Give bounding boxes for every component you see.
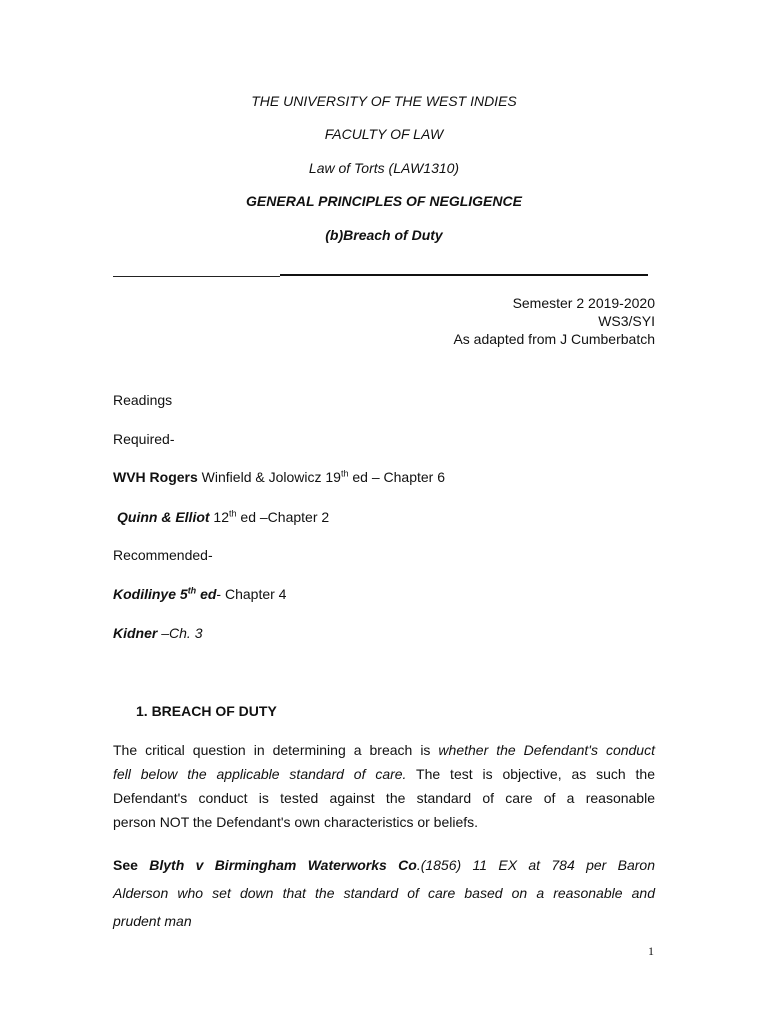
see-word: See (113, 857, 150, 873)
reading-sup: th (187, 585, 197, 596)
para-line: Alderson who set down that the standard of care based on a reasonable and (113, 885, 655, 901)
paragraph-blyth-case (113, 851, 655, 935)
university-title: THE UNIVERSITY OF THE WEST INDIES (251, 93, 517, 109)
case-citation: .(1856) 11 EX at 784 per Baron (416, 857, 655, 873)
para-text: The test is objective, as such the (406, 766, 655, 782)
reading-author: WVH Rogers (113, 469, 198, 485)
para-line: prudent man (113, 913, 192, 929)
faculty-title: FACULTY OF LAW (324, 126, 444, 142)
meta-block (453, 294, 655, 348)
code-text: WS3/SYI (598, 313, 655, 329)
required-label: Required- (113, 431, 175, 447)
paragraph-breach-test (113, 738, 655, 834)
divider-thin (113, 276, 280, 277)
adapted-text: As adapted from J Cumberbatch (453, 331, 655, 347)
required-reading-2 (117, 509, 329, 525)
divider-thick (280, 274, 648, 276)
reading-author: Kodilinye 5 (113, 586, 188, 602)
para-line (113, 762, 655, 786)
subtopic-title: (b)Breach of Duty (325, 227, 443, 243)
semester-text: Semester 2 2019-2020 (512, 295, 655, 311)
reading-author: Quinn & Elliot (117, 509, 210, 525)
reading-text: 12 (209, 509, 230, 525)
case-name: Blyth v Birmingham Waterworks Co (149, 857, 417, 873)
para-emphasis: fell below the applicable standard of care. (113, 766, 407, 782)
reading-text: Winfield & Jolowicz 19 (197, 469, 341, 485)
para-line (113, 851, 655, 879)
para-line: person NOT the Defendant's own characteristics or beliefs. (113, 814, 479, 830)
recommended-reading-1 (113, 586, 286, 602)
required-reading-1 (113, 469, 445, 485)
para-text: The critical question in determining a breach is (113, 742, 439, 758)
para-line: Defendant's conduct is tested against the standard of care of a reasonable (113, 790, 655, 806)
course-title: Law of Torts (LAW1310) (308, 160, 460, 176)
recommended-reading-2 (113, 625, 202, 641)
reading-sup: th (229, 508, 237, 519)
reading-sup: th (340, 468, 349, 479)
reading-text-after: –Ch. 3 (157, 625, 203, 641)
para-line (113, 738, 655, 762)
readings-heading: Readings (113, 392, 173, 408)
para-emphasis: whether the Defendant's conduct (438, 742, 655, 758)
page-number: 1 (648, 944, 654, 958)
topic-title: GENERAL PRINCIPLES OF NEGLIGENCE (246, 193, 522, 209)
reading-author-after: ed (196, 586, 217, 602)
reading-text-after: ed –Chapter 2 (236, 509, 330, 525)
section-heading: 1. BREACH OF DUTY (136, 703, 277, 719)
recommended-label: Recommended- (113, 547, 213, 563)
reading-text-after: ed – Chapter 6 (348, 469, 445, 485)
reading-text-after: - Chapter 4 (216, 586, 287, 602)
reading-author: Kidner (113, 625, 158, 641)
